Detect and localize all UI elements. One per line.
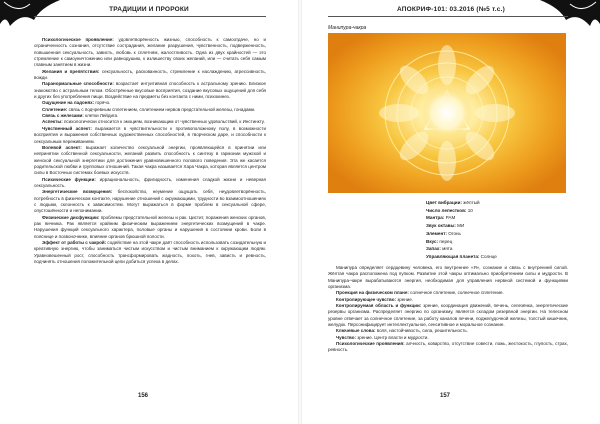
paragraph-lead: Ощущение на ладонях: bbox=[42, 100, 95, 106]
property-value: РАМ bbox=[444, 215, 456, 221]
paragraph-lead: Чувственный аспект: bbox=[42, 125, 92, 131]
paragraph-lead: Психологические проявления: bbox=[336, 341, 405, 347]
paragraph bbox=[328, 303, 568, 328]
property-label: Мантра: bbox=[426, 215, 445, 221]
property-row bbox=[426, 238, 576, 246]
property-value: мята bbox=[440, 246, 453, 252]
left-page bbox=[0, 0, 298, 424]
paragraph bbox=[34, 189, 266, 214]
paragraph bbox=[34, 69, 266, 82]
paragraph-text: алчность, коварство, отсутствие совести, ложь, жестокость, глупость, страх, ревность. bbox=[328, 341, 568, 353]
paragraph-lead: Сплетение: bbox=[42, 106, 68, 112]
property-value: МИ bbox=[455, 223, 465, 229]
paragraph-lead: Проекция на физическом плане: bbox=[336, 290, 409, 296]
paragraph-lead: Аспекты: bbox=[42, 119, 63, 125]
header-rule bbox=[328, 16, 568, 17]
paragraph bbox=[34, 81, 266, 100]
paragraph bbox=[34, 37, 266, 69]
paragraph-lead: Энергетические возмущения: bbox=[42, 189, 113, 195]
property-label: Число лепестков: bbox=[426, 207, 467, 213]
paragraph bbox=[328, 265, 568, 290]
paragraph bbox=[34, 240, 266, 265]
property-value: перец bbox=[438, 238, 453, 244]
paragraph-text: проблемы предстательной железы и рак. Цистит, поражения женских органов, рак яичника. Рак является крайним физическим выражением энергетических возмущений в чакре. Нарушения функций сексуального характера, половые органы и нарушения в состоянии крови. Боли в пояснице и позвоночнике, влияние органов брюшной полости. bbox=[34, 214, 266, 239]
paragraph-lead: Контролирующее чувство: bbox=[336, 296, 396, 302]
chakra-properties-list bbox=[426, 199, 576, 261]
paragraph-text: психологически относится к эмоциям, возникающим от чувственных удовольствий, к Инстинкту. bbox=[62, 119, 265, 125]
paragraph-lead: Психологическое проявление: bbox=[42, 37, 114, 42]
property-value: Огонь bbox=[447, 230, 461, 236]
paragraph-lead: Чувство: bbox=[336, 334, 356, 340]
paragraph-lead: Паранормальные способности: bbox=[42, 81, 114, 87]
paragraph bbox=[34, 177, 266, 190]
paragraph-text: сексуальность, раскованность, стремление к наслаждению, агрессивность, вожди. bbox=[34, 68, 266, 81]
paragraph-lead: Ключевые слова: bbox=[336, 328, 376, 334]
paragraph bbox=[34, 126, 266, 145]
paragraph-lead: Психические функции: bbox=[42, 176, 96, 182]
paragraph-text: зрение, координация движений, печень, селезёнка, энергетические резервы организма. Распределяет энергию по организму, является складом резервной энергии. На телесном уровне отвечает за солнечное сплетение, за работу каналов печени, поджелудочной железы, толстый кишечник, желудок. Персонифицирует интеллектуальное, сенситивное и моральное сознание. bbox=[328, 303, 568, 328]
manipura-mandala-image bbox=[328, 33, 566, 193]
property-row bbox=[426, 207, 576, 215]
paragraph-text: содействие на этой чакре даёт способность использовать созидательную и креативную энергию, чтобы заниматься чистым искусством и чистым вниманием к окружающим людям. Уравновешенный рост, способность трансформировать жадность, похоть, гнев, зависть и ревность, подчинять отношения положительной цели добиться успеха в делах. bbox=[34, 240, 266, 265]
paragraph-text: клетки Лейдига. bbox=[83, 113, 119, 119]
right-body-text bbox=[328, 265, 568, 354]
paragraph-lead: Эффект от работы с чакрой: bbox=[42, 240, 107, 245]
property-value: 10 bbox=[466, 207, 473, 213]
paragraph-text: возрастает интуитивная способность к астральному зрению. Близкое знакомство с астральным телом. Обострённые вкусовые восприятия, создание вкусовых ощущений для себя и других без употребления пищи. Воздействие на предметы без контакта с ними, психокинез. bbox=[34, 81, 266, 100]
paragraph-text: иррациональность, фригидность, изменения сладкой жизни и неверная сексуальность. bbox=[34, 176, 266, 188]
paragraph-text: Манипура определяет сердцевину человека, его внутреннее «Я», сознание и связь с внутренней силой. Жёлтая чакра расположена под пупком. Развитие этой чакры оптимально приобретением силы и мудрости. В Манипура-чакре вырабатываются энергия, необходимая для управления нервной системой и функциями организма. bbox=[328, 265, 568, 290]
property-row bbox=[426, 253, 576, 261]
property-label: Вкус: bbox=[426, 238, 439, 244]
paragraph-lead: Физические дисфункции: bbox=[42, 214, 100, 220]
paragraph-text: солнечное сплетение, солнечное сплетение. bbox=[408, 290, 504, 296]
paragraph-lead: Контролируемая область и функции: bbox=[336, 303, 422, 309]
image-caption: Манипура-чакра bbox=[328, 25, 367, 31]
paragraph-text: выражается в чувствительности к противоположному полу, в возможности восприятия и выражения собственных художественных способностей, в творческом даре, и способности к сексуальным переживаниям. bbox=[34, 125, 266, 144]
property-label: Цвет вибрации: bbox=[426, 200, 462, 205]
paragraph-text: удовлетворённость жизнью, способность к самоотдаче, но и ограниченность сознания, отсутствие сострадания, желание разрушения, чувственность, подверженность, повышенная сексуальность, зависть, любовь к сплетням, жалостливость. Одна из двух крайностей — это стремление к самоуничтожению или равнодушию, к излишеству своих желаний, или — считать себя самым главным занятием в жизни. bbox=[34, 37, 266, 68]
paragraph-text: зрение. bbox=[395, 296, 414, 302]
running-head: ТРАДИЦИИ И ПРОРОКИ bbox=[109, 6, 189, 13]
left-body-text bbox=[34, 37, 266, 265]
page-number: 156 bbox=[138, 393, 149, 399]
paragraph-text: связь с подчревным сплетением, сплетением нервов предстательной железы, гонадами. bbox=[67, 106, 256, 112]
property-value: Солнце bbox=[479, 253, 497, 259]
property-label: Запах: bbox=[426, 246, 441, 252]
paragraph-text: горячо. bbox=[94, 100, 111, 106]
paragraph-text: воля, настойчивость, сила, решительность. bbox=[375, 328, 468, 334]
paragraph-lead: Связь с железами: bbox=[42, 113, 84, 119]
property-label: Элемент: bbox=[426, 230, 448, 236]
right-page bbox=[302, 0, 600, 424]
paragraph bbox=[328, 341, 568, 354]
page-number: 157 bbox=[440, 393, 451, 399]
paragraph bbox=[34, 215, 266, 240]
property-row bbox=[426, 199, 576, 207]
paragraph bbox=[34, 145, 266, 177]
paragraph-text: выражает количество сексуальной энергии, проявляющейся в принятии или непринятии собственной сексуальности, желаний развить способность к синтезу в гармонии мужской и женской сексуальной энергетики для достижения уравновешенного полового поведения. Эта же касается родительской любви и групповых отношений. Такая чакра называется Хара Чакра, которая является центром силы в Восточных системах боевых искусств. bbox=[34, 144, 266, 176]
paragraph-lead: Желания и препятствия: bbox=[42, 68, 100, 74]
paragraph-lead: Волевой аспект: bbox=[42, 144, 82, 150]
property-label: Управляющая планета: bbox=[426, 253, 480, 259]
running-head: АПОКРИФ-101: 03.2016 (№5 т.с.) bbox=[397, 6, 505, 13]
paragraph-text: беспокойство, неумение ощущать себя, неудовлетворённость, потребность в физическом контакте, нарушение отношений с окружающими, трудности во взаимоотношениях с людьми, склонность к зависимостям. Могут выражаться в форме проблем в сексуальной сфере, опустошённости и непонимании. bbox=[34, 189, 266, 214]
property-value: жёлтый bbox=[462, 200, 480, 205]
property-label: Звук октавы: bbox=[426, 223, 456, 229]
header-rule bbox=[34, 16, 266, 17]
property-row bbox=[426, 230, 576, 238]
property-row bbox=[426, 222, 576, 230]
property-row bbox=[426, 245, 576, 253]
property-row bbox=[426, 214, 576, 222]
paragraph-text: зрение. Центр власти и мудрости. bbox=[355, 334, 429, 340]
